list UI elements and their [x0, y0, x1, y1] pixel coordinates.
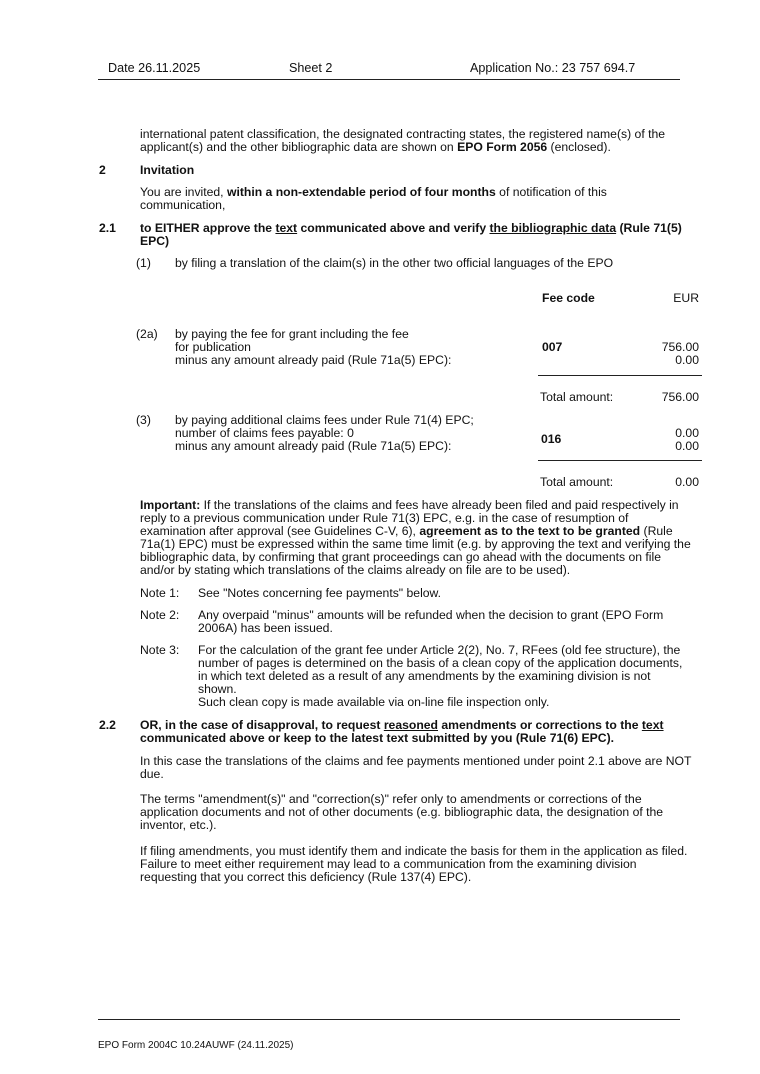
note-2-label: Note 2:	[140, 608, 180, 622]
fee-minus-2a: 0.00	[675, 353, 699, 367]
total-rule-2a	[538, 375, 702, 376]
note-3-text: For the calculation of the grant fee under Article 2(2), No. 7, RFees (old fee structure), the number of pages is determined on the basis of a clean copy of the application documents, in which text deleted as a result of any amendments by the examining division is not shown.	[198, 643, 683, 696]
section-21-heading-c: (Rule 71(5) EPC)	[140, 221, 682, 248]
fee-code-header: Fee code	[542, 291, 595, 305]
fee-code-007: 007	[542, 340, 563, 354]
section-21-heading-a: to EITHER approve the	[140, 221, 276, 235]
item-2a-line1: by paying the fee for grant including the fee	[175, 327, 409, 341]
header-rule	[98, 79, 680, 80]
section-2-text-a: You are invited,	[140, 185, 227, 199]
important-text-b: (Rule 71a(1) EPC) must be expressed within the same time limit (e.g. by approving the text and verifying the bibliographic data, by confirming that grant proceedings can go ahead with the documents on file and/or by stating which translations of the claims already on file are to be used).	[140, 524, 691, 577]
note-3-block	[198, 644, 688, 709]
intro-form-ref: EPO Form 2056	[457, 140, 548, 154]
item-3-line2: number of claims fees payable: 0	[175, 426, 354, 440]
fee-amount-3: 0.00	[675, 426, 699, 440]
fee-minus-3: 0.00	[675, 439, 699, 453]
section-22-heading	[140, 719, 690, 745]
important-paragraph	[140, 499, 696, 577]
section-22-paragraph-3: If filing amendments, you must identify them and indicate the basis for them in the application as filed. Failure to meet either requirement may lead to a communication from the examining division requesting that you correct this deficiency (Rule 137(4) EPC).	[140, 844, 688, 884]
section-21-heading	[140, 222, 685, 248]
total-label-2a: Total amount:	[540, 390, 614, 404]
note-3-label: Note 3:	[140, 643, 180, 657]
header-sheet: Sheet 2	[289, 61, 333, 75]
section-22-heading-reasoned: reasoned	[383, 718, 439, 732]
section-22-heading-a: OR, in the case of disapproval, to request	[140, 718, 384, 732]
header-date: Date 26.11.2025	[108, 61, 201, 75]
total-rule-3	[538, 460, 702, 461]
item-2a-line2: for publication	[175, 340, 251, 354]
section-22-paragraph-1: In this case the translations of the claims and fee payments mentioned under point 2.1 above are NOT due.	[140, 754, 692, 781]
item-1-text: by filing a translation of the claim(s) in the other two official languages of the EPO	[175, 256, 614, 270]
intro-suffix: (enclosed).	[547, 140, 611, 154]
section-2-text	[140, 186, 640, 212]
eur-header: EUR	[673, 291, 699, 305]
intro-text: international patent classification, the designated contracting states, the registered name(s) of the applicant(s) and the other bibliographic data are shown on	[140, 127, 666, 154]
section-21-heading-b: communicated above and verify	[297, 221, 490, 235]
item-3-number: (3)	[136, 413, 151, 427]
section-2-number: 2	[99, 163, 106, 177]
item-2a-description	[175, 328, 525, 367]
fee-amount-2a: 756.00	[661, 340, 699, 354]
item-1-number: (1)	[136, 256, 151, 270]
item-2a-line3: minus any amount already paid (Rule 71a(5) EPC):	[175, 353, 452, 367]
section-22-heading-c: communicated above or keep to the latest text submitted by you (Rule 71(6) EPC).	[140, 731, 615, 745]
section-21-number: 2.1	[99, 221, 116, 235]
important-text-bold: agreement as to the text to be granted	[419, 524, 641, 538]
section-2-title: Invitation	[140, 163, 195, 177]
total-label-3: Total amount:	[540, 475, 614, 489]
item-3-line1: by paying additional claims fees under Rule 71(4) EPC;	[175, 413, 474, 427]
fee-code-016: 016	[541, 432, 562, 446]
item-2a-number: (2a)	[136, 327, 158, 341]
item-3-line3: minus any amount already paid (Rule 71a(5) EPC):	[175, 439, 452, 453]
section-22-number: 2.2	[99, 718, 116, 732]
section-21-heading-text-link: text	[275, 221, 298, 235]
note-3-text2: Such clean copy is made available via on-line file inspection only.	[198, 695, 550, 709]
section-22-heading-b: amendments or corrections to the	[438, 718, 642, 732]
footer-rule	[98, 1019, 680, 1020]
note-1-text: See "Notes concerning fee payments" below.	[198, 586, 442, 600]
section-2-text-bold: within a non-extendable period of four months	[226, 185, 496, 199]
note-2-text: Any overpaid "minus" amounts will be refunded when the decision to grant (EPO Form 2006A) has been issued.	[198, 608, 664, 635]
total-amount-3: 0.00	[675, 475, 699, 489]
item-3-description	[175, 414, 525, 453]
important-text-a: If the translations of the claims and fees have already been filed and paid respectively in reply to a previous communication under Rule 71(3) EPC, e.g. in the case of resumption of examination after approval (see Guidelines C-V, 6),	[140, 498, 679, 538]
note-1-label: Note 1:	[140, 586, 180, 600]
footer-form-code: EPO Form 2004C 10.24AUWF (24.11.2025)	[98, 1040, 294, 1051]
total-amount-2a: 756.00	[661, 390, 699, 404]
header-application-number: Application No.: 23 757 694.7	[470, 61, 636, 75]
section-22-heading-text: text	[641, 718, 664, 732]
intro-paragraph	[140, 128, 695, 154]
section-21-heading-bibliographic: the bibliographic data	[489, 221, 617, 235]
important-label: Important:	[140, 498, 201, 512]
section-2-text-b: of notification of this communication,	[140, 185, 607, 212]
section-22-paragraph-2: The terms "amendment(s)" and "correction(s)" refer only to amendments or corrections of the application documents and not of other documents (e.g. bibliographic data, the designation of the inventor, etc.).	[140, 792, 664, 832]
